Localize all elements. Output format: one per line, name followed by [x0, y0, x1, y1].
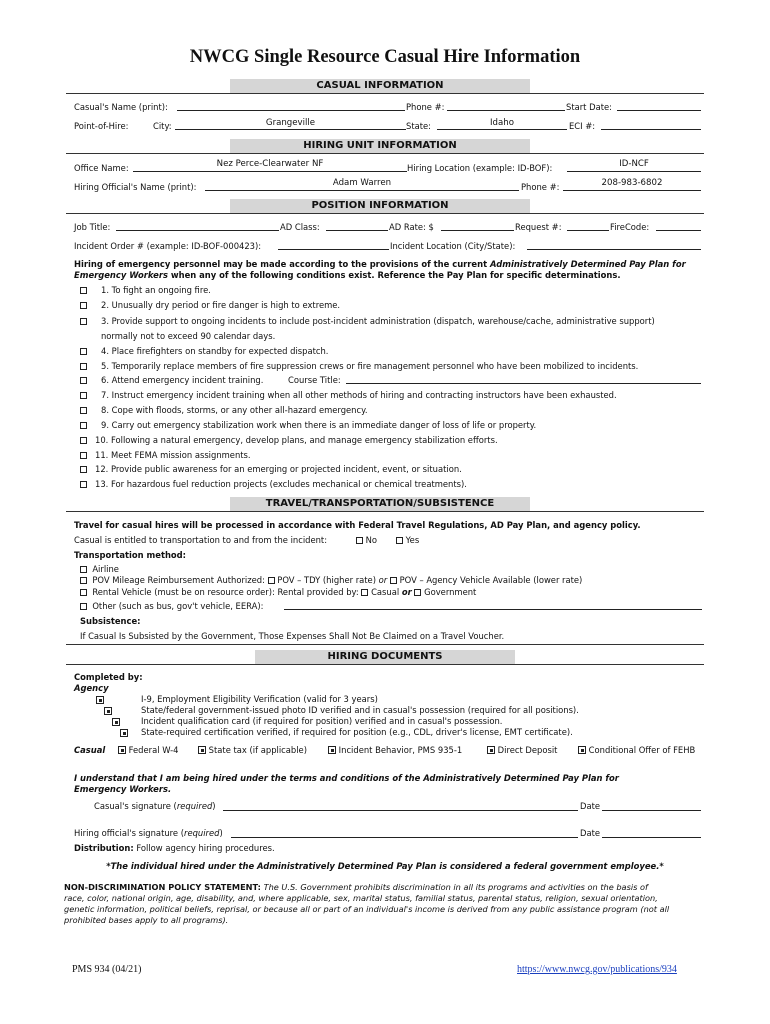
condition-label: 8. Cope with floods, storms, or any other all-hazard emergency.: [101, 405, 368, 415]
other-option[interactable]: Other (such as bus, gov't vehicle, EERA):: [80, 601, 263, 611]
agency-checkbox[interactable]: [96, 696, 104, 704]
section-divider: [66, 664, 704, 665]
job-title-field[interactable]: [116, 230, 279, 231]
casual-signature-field[interactable]: [223, 810, 578, 811]
job-title-label: Job Title:: [74, 222, 111, 232]
condition-item[interactable]: [80, 361, 639, 371]
entitled-label: Casual is entitled to transportation to and from the incident:: [74, 535, 328, 545]
city-label: City:: [153, 121, 172, 131]
condition-item[interactable]: [80, 450, 251, 460]
section-position: POSITION INFORMATION: [230, 199, 530, 213]
condition-checkbox[interactable]: [80, 348, 87, 355]
condition-label: normally not to exceed 90 calendar days.: [101, 331, 276, 341]
casual-signature-label: Casual's signature (required): [94, 801, 216, 811]
hiring-official-field[interactable]: [205, 190, 519, 191]
condition-item[interactable]: [80, 375, 264, 385]
subsistence-label: Subsistence:: [80, 616, 141, 626]
agency-item-label: Incident qualification card (if required for position) verified and in casual's possession.: [141, 716, 503, 726]
condition-item[interactable]: [80, 479, 467, 489]
condition-item[interactable]: [80, 285, 211, 295]
understand-statement: I understand that I am being hired under the terms and conditions of the Administratively Determined Pay Plan for Emergency Workers.: [74, 773, 619, 794]
section-divider: [66, 644, 704, 645]
condition-label: 2. Unusually dry period or fire danger is high to extreme.: [101, 300, 341, 310]
pov-option[interactable]: POV Mileage Reimbursement Authorized: POV – TDY (higher rate) or POV – Agency Vehicle Available (lower rate): [80, 575, 582, 585]
hiring-location-value: ID-NCF: [619, 159, 649, 169]
other-transport-field[interactable]: [284, 609, 702, 610]
casual-doc-fehb[interactable]: Conditional Offer of FEHB: [578, 745, 695, 755]
firecode-label: FireCode:: [610, 222, 650, 232]
official-signature-label: Hiring official's signature (required): [74, 828, 223, 838]
condition-checkbox[interactable]: [80, 422, 87, 429]
casual-phone-label: Phone #:: [406, 102, 445, 112]
agency-item-label: State-required certification verified, if required for position (e.g., CDL, driver's license, EMT certificate).: [141, 727, 573, 737]
casual-date-field[interactable]: [602, 810, 701, 811]
section-travel: TRAVEL/TRANSPORTATION/SUBSISTENCE: [230, 497, 530, 511]
official-date-label: Date: [580, 828, 601, 838]
casual-date-label: Date: [580, 801, 601, 811]
casual-doc-state-tax[interactable]: State tax (if applicable): [198, 745, 307, 755]
checkbox-state-tax[interactable]: [198, 746, 206, 754]
condition-label: 13. For hazardous fuel reduction projects (excludes mechanical or chemical treatments).: [95, 479, 467, 489]
publication-link[interactable]: https://www.nwcg.gov/publications/934: [517, 964, 677, 975]
condition-checkbox[interactable]: [80, 318, 87, 325]
office-name-value: Nez Perce-Clearwater NF: [216, 159, 324, 169]
incident-order-field[interactable]: [278, 249, 389, 250]
agency-checkbox[interactable]: [104, 707, 112, 715]
course-title-label: Course Title:: [288, 375, 341, 385]
agency-checkbox[interactable]: [120, 729, 128, 737]
condition-label: 11. Meet FEMA mission assignments.: [95, 450, 251, 460]
casual-name-field[interactable]: [177, 110, 405, 111]
condition-checkbox[interactable]: [80, 363, 87, 370]
request-field[interactable]: [567, 230, 609, 231]
condition-item[interactable]: [80, 464, 462, 474]
checkbox-yes[interactable]: [396, 537, 403, 544]
casual-phone-field[interactable]: [447, 110, 565, 111]
checkbox-other[interactable]: [80, 603, 87, 610]
condition-checkbox[interactable]: [80, 452, 87, 459]
condition-checkbox[interactable]: [80, 407, 87, 414]
condition-checkbox[interactable]: [80, 302, 87, 309]
airline-option[interactable]: Airline: [80, 564, 119, 574]
subsistence-text: If Casual Is Subsisted by the Government, Those Expenses Shall Not Be Claimed on a Travel Voucher.: [80, 631, 505, 641]
condition-checkbox[interactable]: [80, 377, 87, 384]
condition-label: 5. Temporarily replace members of fire suppression crews or fire management personnel who have been mobilized to incidents.: [101, 361, 639, 371]
section-hiring-documents: HIRING DOCUMENTS: [255, 650, 515, 664]
official-signature-field[interactable]: [231, 837, 578, 838]
incident-location-field[interactable]: [527, 249, 701, 250]
distribution-line: Distribution: Follow agency hiring procedures.: [74, 843, 275, 853]
start-date-label: Start Date:: [566, 102, 612, 112]
condition-checkbox[interactable]: [80, 481, 87, 488]
condition-label: 6. Attend emergency incident training.: [101, 375, 264, 385]
hiring-official-label: Hiring Official's Name (print):: [74, 182, 197, 192]
completed-by-label: Completed by:: [74, 672, 143, 682]
agency-label: Agency: [74, 683, 109, 693]
hiring-location-label: Hiring Location (example: ID-BOF):: [407, 163, 553, 173]
condition-item[interactable]: [80, 346, 329, 356]
condition-checkbox[interactable]: [80, 287, 87, 294]
ad-rate-label: AD Rate: $: [389, 222, 434, 232]
casual-name-label: Casual's Name (print):: [74, 102, 168, 112]
casual-doc-direct-deposit[interactable]: Direct Deposit: [487, 745, 557, 755]
hiring-official-value: Adam Warren: [332, 178, 392, 188]
federal-employee-note: *The individual hired under the Administratively Determined Pay Plan is considered a federal government employee.*: [106, 861, 664, 871]
checkbox-pov[interactable]: [80, 577, 87, 584]
office-name-field[interactable]: [133, 171, 407, 172]
state-field[interactable]: [437, 129, 567, 130]
incident-location-label: Incident Location (City/State):: [390, 241, 516, 251]
condition-item: [101, 331, 275, 341]
nondisc-line2: race, color, national origin, age, disability, and, where applicable, sex, marital status, familial status, parental status, religion, sexual orientation,: [64, 893, 658, 903]
checkbox-incident-behavior[interactable]: [328, 746, 336, 754]
casual-docs-label: Casual: [74, 745, 106, 755]
start-date-field[interactable]: [617, 110, 701, 111]
checkbox-no[interactable]: [356, 537, 363, 544]
travel-policy: Travel for casual hires will be processed in accordance with Federal Travel Regulations, AD Pay Plan, and agency policy.: [74, 520, 641, 530]
course-title-field[interactable]: [346, 383, 701, 384]
condition-item[interactable]: [80, 390, 617, 400]
condition-checkbox[interactable]: [80, 437, 87, 444]
condition-label: 4. Place firefighters on standby for expected dispatch.: [101, 346, 329, 356]
condition-item[interactable]: [80, 300, 341, 310]
agency-item-label: I-9, Employment Eligibility Verification (valid for 3 years): [141, 694, 378, 704]
condition-item[interactable]: [80, 405, 368, 415]
page-title: NWCG Single Resource Casual Hire Information: [189, 47, 581, 67]
condition-checkbox[interactable]: [80, 466, 87, 473]
city-field[interactable]: [175, 129, 406, 130]
condition-label: 1. To fight an ongoing fire.: [101, 285, 211, 295]
ad-rate-field[interactable]: [441, 230, 514, 231]
nondisc-line3: genetic information, political beliefs, reprisal, or because all or part of an individual's income is derived from any public assistance program (not all: [64, 904, 670, 914]
section-divider: [66, 511, 704, 512]
checkbox-pov-agency[interactable]: [390, 577, 397, 584]
request-label: Request #:: [515, 222, 562, 232]
state-label: State:: [406, 121, 431, 131]
condition-label: 9. Carry out emergency stabilization work when there is an immediate danger of loss of life or property.: [101, 420, 537, 430]
eci-label: ECI #:: [569, 121, 596, 131]
entitled-yes-option[interactable]: Yes: [396, 535, 419, 545]
section-hiring-unit: HIRING UNIT INFORMATION: [230, 139, 530, 153]
city-value: Grangeville: [265, 118, 316, 128]
condition-item[interactable]: [80, 435, 498, 445]
form-number: PMS 934 (04/21): [72, 964, 142, 975]
firecode-field[interactable]: [656, 230, 701, 231]
checkbox-airline[interactable]: [80, 566, 87, 573]
pay-plan-intro-line1: Hiring of emergency personnel may be made according to the provisions of the current Administratively Determined Pay Plan for Emergency Workers when any of the following conditions exist. Reference the Pay Plan for specific determinations.: [74, 259, 686, 280]
checkbox-w4[interactable]: [118, 746, 126, 754]
section-casual-information: CASUAL INFORMATION: [230, 79, 530, 93]
condition-label: 3. Provide support to ongoing incidents to include post-incident administration (dispatch, warehouse/cache, administrative support): [101, 316, 655, 326]
checkbox-fehb[interactable]: [578, 746, 586, 754]
section-divider: [66, 93, 704, 94]
condition-item[interactable]: [80, 420, 537, 430]
condition-label: 10. Following a natural emergency, develop plans, and manage emergency stabilization efforts.: [95, 435, 498, 445]
official-date-field[interactable]: [602, 837, 701, 838]
official-phone-field[interactable]: [563, 190, 701, 191]
rental-option[interactable]: Rental Vehicle (must be on resource order): Rental provided by: Casual or Government: [80, 587, 476, 597]
agency-item-label: State/federal government-issued photo ID verified and in casual's possession (required for all positions).: [141, 705, 579, 715]
transport-method-label: Transportation method:: [74, 550, 187, 560]
office-name-label: Office Name:: [74, 163, 129, 173]
condition-label: 12. Provide public awareness for an emerging or projected incident, event, or situation.: [95, 464, 462, 474]
condition-checkbox[interactable]: [80, 392, 87, 399]
casual-doc-incident-behavior[interactable]: Incident Behavior, PMS 935-1: [328, 745, 462, 755]
incident-order-label: Incident Order # (example: ID-BOF-000423):: [74, 241, 262, 251]
entitled-no-option[interactable]: No: [356, 535, 377, 545]
state-value: Idaho: [490, 118, 514, 128]
condition-item[interactable]: [80, 316, 655, 326]
section-divider: [66, 213, 704, 214]
condition-label: 7. Instruct emergency incident training when all other methods of hiring and contracting instructors have been exhausted.: [101, 390, 617, 400]
eci-field[interactable]: [601, 129, 701, 130]
nondisc-line1: NON-DISCRIMINATION POLICY STATEMENT: The U.S. Government prohibits discrimination in all its programs and activities on the basis of: [64, 882, 648, 892]
official-phone-label: Phone #:: [521, 182, 560, 192]
checkbox-direct-deposit[interactable]: [487, 746, 495, 754]
ad-class-label: AD Class:: [280, 222, 320, 232]
casual-doc-w4[interactable]: Federal W-4: [118, 745, 179, 755]
ad-class-field[interactable]: [326, 230, 388, 231]
hiring-location-field[interactable]: [567, 171, 701, 172]
point-of-hire-label: Point-of-Hire:: [74, 121, 129, 131]
checkbox-pov-tdy[interactable]: [268, 577, 275, 584]
checkbox-rental-government[interactable]: [414, 589, 421, 596]
official-phone-value: 208-983-6802: [601, 178, 663, 188]
checkbox-rental-casual[interactable]: [361, 589, 368, 596]
agency-checkbox[interactable]: [112, 718, 120, 726]
section-divider: [66, 153, 704, 154]
checkbox-rental[interactable]: [80, 589, 87, 596]
pay-plan-name: Administratively Determined Pay Plan for Emergency Workers: [74, 259, 686, 280]
nondisc-line4: prohibited bases apply to all programs).: [64, 915, 229, 925]
